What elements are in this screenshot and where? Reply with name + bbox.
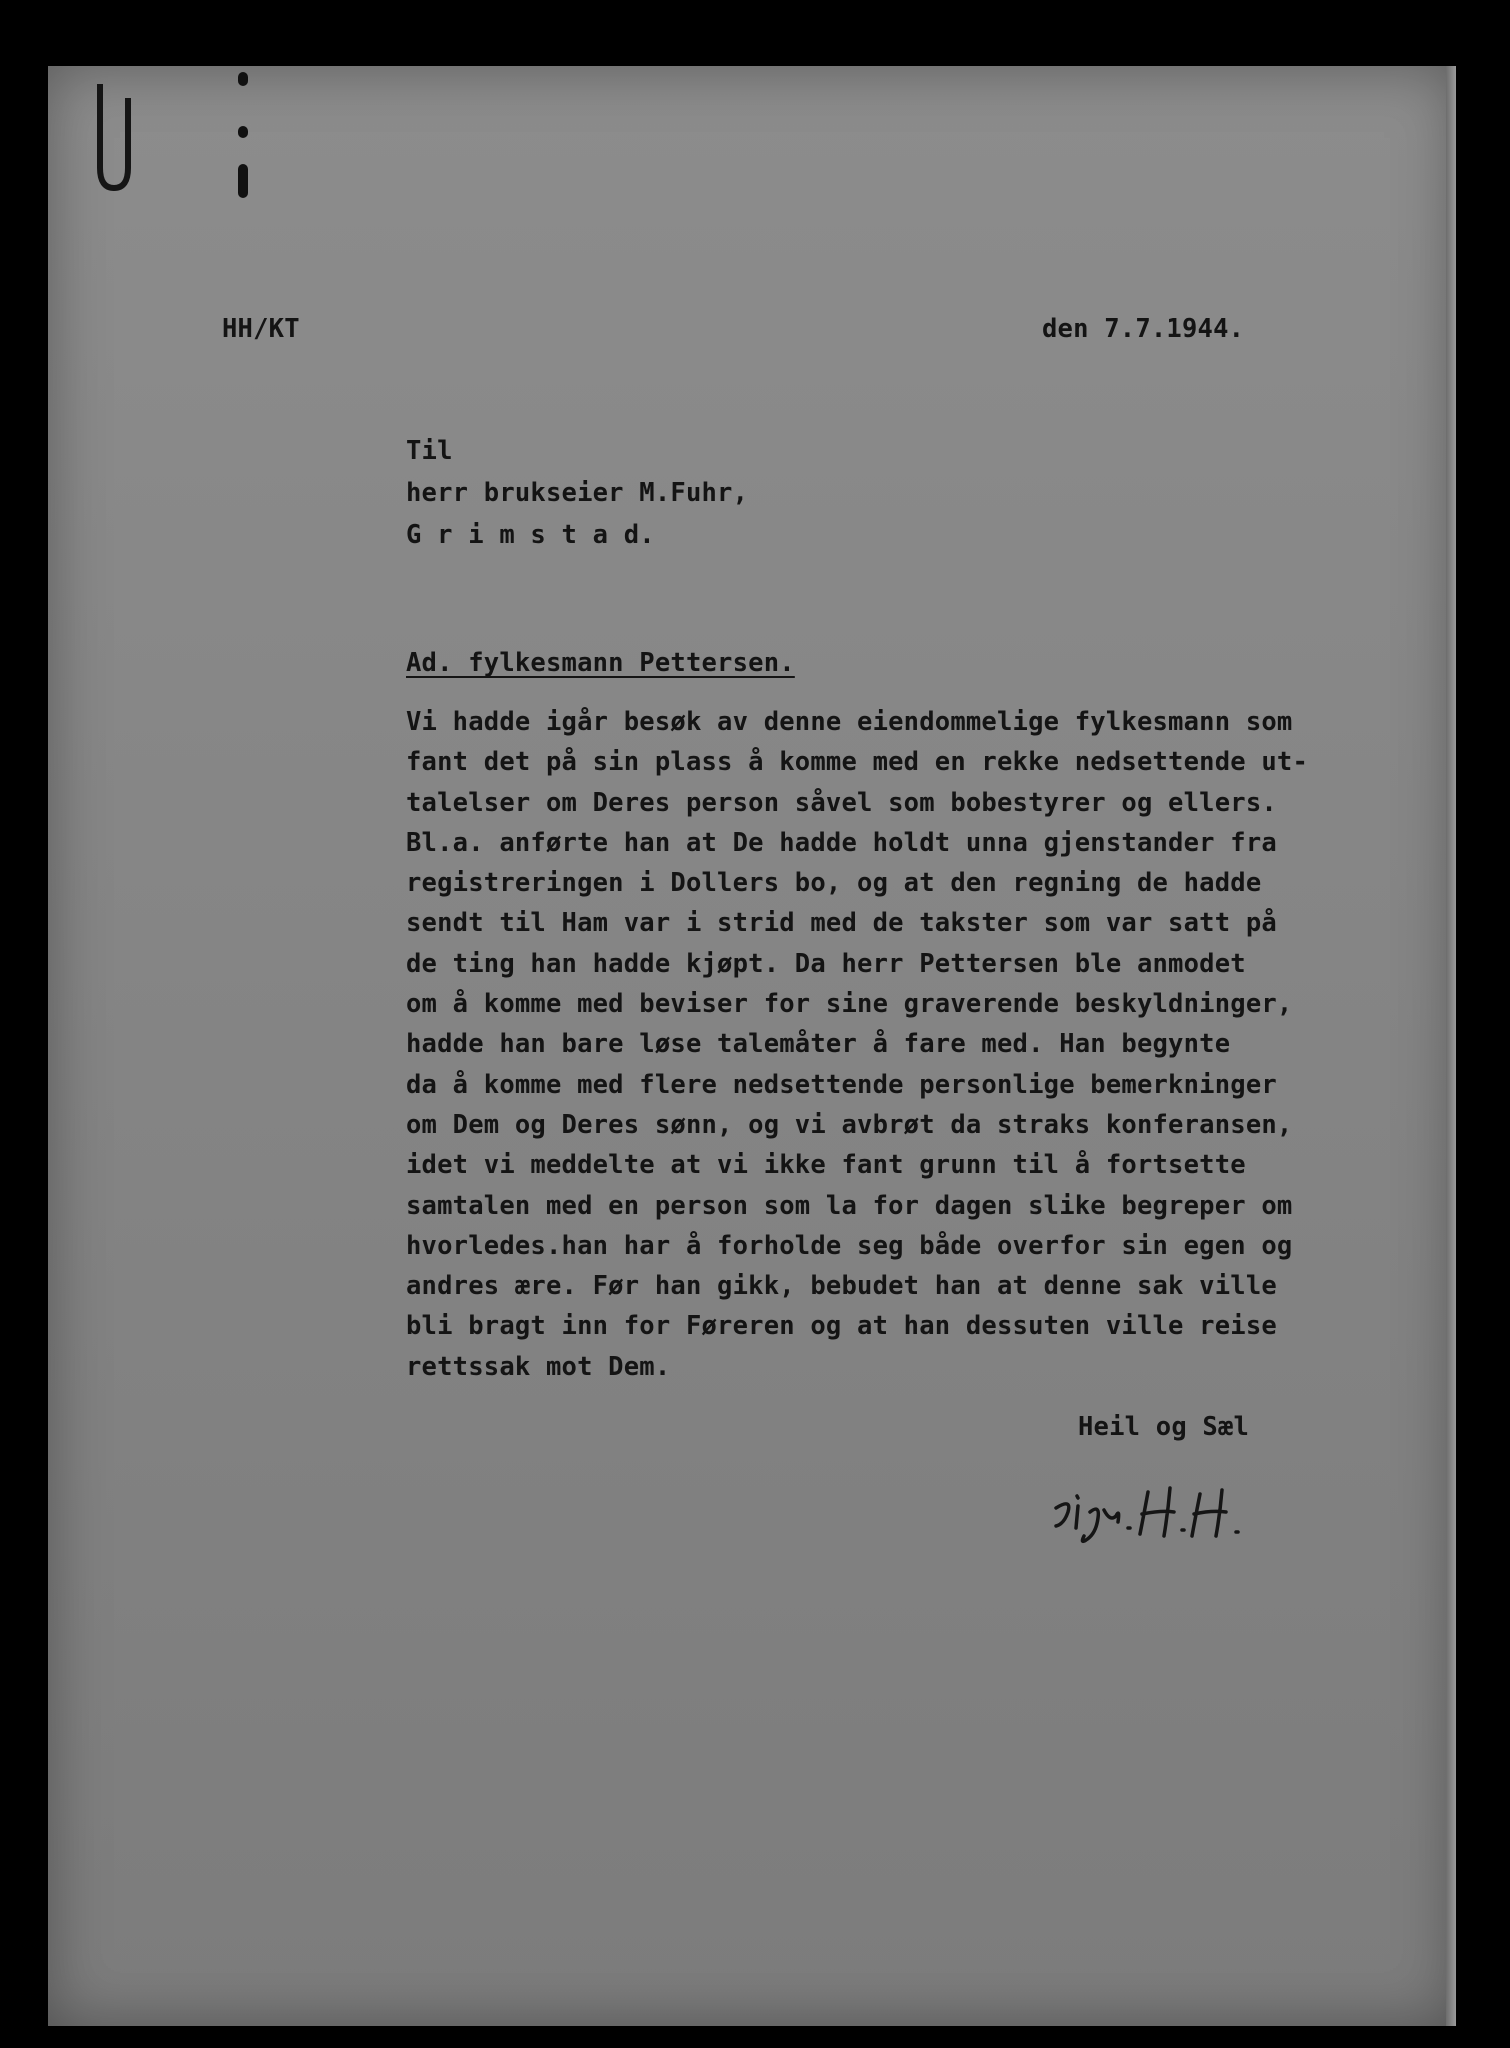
reference-code: HH/KT	[222, 314, 300, 344]
body-line: fant det på sin plass å komme med en rekke nedsettende ut-	[406, 747, 1309, 778]
body-line: hvorledes.han har å forholde seg både overfor sin egen og	[406, 1230, 1293, 1261]
punch-hole	[238, 164, 248, 198]
body-line: bli bragt inn for Føreren og at han dessuten ville reise	[406, 1311, 1277, 1342]
body-line: samtalen med en person som la for dagen slike begreper om	[406, 1190, 1293, 1221]
body-line: de ting han hadde kjøpt. Da herr Pettersen ble anmodet	[406, 948, 1246, 979]
body-line: Bl.a. anførte han at De hadde holdt unna gjenstander fra	[406, 827, 1277, 858]
document-page	[48, 66, 1456, 2026]
body-line: andres ære. Før han gikk, bebudet han at denne sak ville	[406, 1271, 1277, 1302]
closing-salutation: Heil og Sæl	[1078, 1412, 1250, 1442]
recipient-block	[406, 430, 748, 556]
subject-line: Ad. fylkesmann Pettersen.	[406, 648, 795, 678]
body-line: om Dem og Deres sønn, og vi avbrøt da straks konferansen,	[406, 1109, 1293, 1140]
punch-hole	[238, 72, 248, 86]
punch-hole	[238, 126, 248, 138]
body-line: sendt til Ham var i strid med de takster som var satt på	[406, 908, 1277, 939]
handwritten-signature	[1050, 1478, 1270, 1558]
body-line: Vi hadde igår besøk av denne eiendommelige fylkesmann som	[406, 707, 1293, 737]
body-line: rettssak mot Dem.	[406, 1351, 671, 1382]
body-line: da å komme med flere nedsettende personlige bemerkninger	[406, 1069, 1277, 1100]
body-line: om å komme med beviser for sine graverende beskyldninger,	[406, 989, 1293, 1020]
page-edge	[1446, 66, 1456, 2026]
letter-date: den 7.7.1944.	[1042, 314, 1245, 344]
recipient-line: Til	[406, 436, 453, 466]
body-line: registreringen i Dollers bo, og at den regning de hadde	[406, 868, 1262, 899]
body-line: talelser om Deres person såvel som bobestyrer og ellers.	[406, 787, 1277, 818]
body-line: idet vi meddelte at vi ikke fant grunn til å fortsette	[406, 1150, 1246, 1181]
letter-body	[406, 702, 1308, 1387]
recipient-line: G r i m s t a d.	[406, 520, 655, 550]
body-line: hadde han bare løse talemåter å fare med. Han begynte	[406, 1029, 1231, 1060]
paper-clip-icon	[90, 76, 134, 196]
recipient-line: herr brukseier M.Fuhr,	[406, 478, 749, 508]
